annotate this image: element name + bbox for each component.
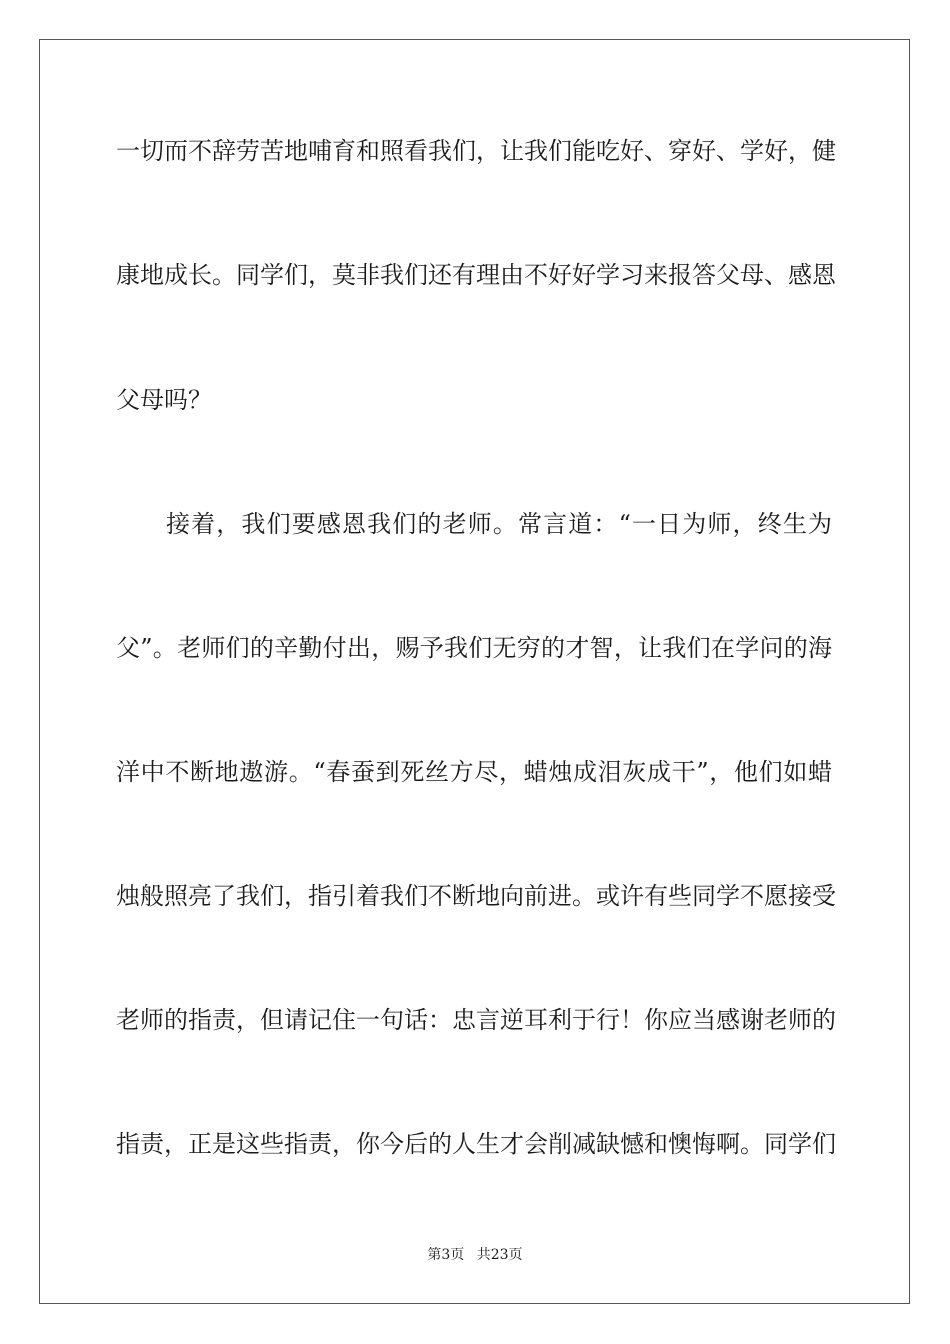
- text-line-3: 父母吗？: [116, 386, 212, 414]
- text-line-9: 指责，正是这些指责，你今后的人生才会削减缺憾和懊悔啊。同学们: [116, 1130, 836, 1158]
- text-line-6: 洋中不断地遨游。“春蚕到死丝方尽，蜡烛成泪灰成干”，他们如蜡: [116, 758, 832, 786]
- total-pages: 共23页: [476, 1247, 523, 1263]
- text-line-4: 接着，我们要感恩我们的老师。常言道：“一日为师，终生为: [166, 510, 832, 538]
- text-line-8: 老师的指责，但请记住一句话：忠言逆耳利于行！你应当感谢老师的: [116, 1006, 836, 1034]
- text-line-7: 烛般照亮了我们，指引着我们不断地向前进。或许有些同学不愿接受: [116, 882, 836, 910]
- text-line-1: 一切而不辞劳苦地哺育和照看我们，让我们能吃好、穿好、学好，健: [116, 137, 836, 165]
- page-footer: [0, 1246, 950, 1264]
- text-line-5: 父”。老师们的辛勤付出，赐予我们无穷的才智，让我们在学问的海: [116, 634, 832, 662]
- page-border: [39, 39, 910, 1304]
- text-line-2: 康地成长。同学们，莫非我们还有理由不好好学习来报答父母、感恩: [116, 261, 836, 289]
- current-page-number: 第3页: [427, 1247, 465, 1263]
